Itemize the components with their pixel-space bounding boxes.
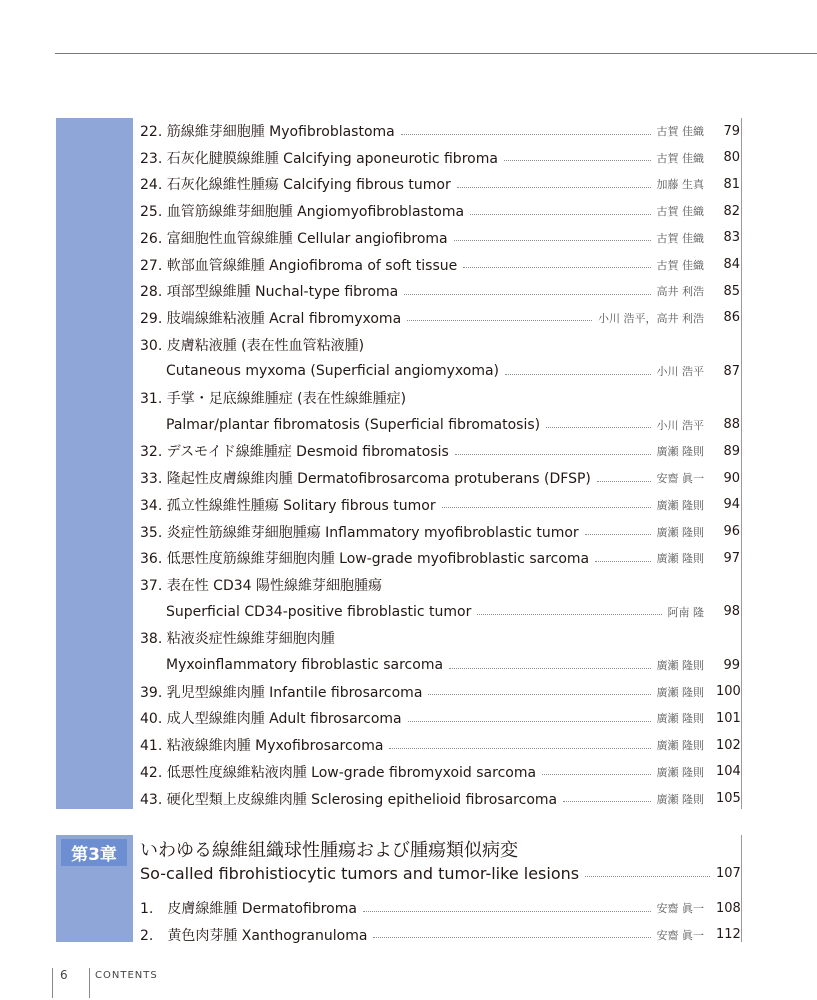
entry-page: 86 [723,310,740,326]
entry-title: 34. 孤立性線維性腫瘍 Solitary fibrous tumor [140,497,436,514]
toc-line[interactable] [140,572,740,598]
toc-line[interactable] [140,492,740,518]
toc-line[interactable] [140,332,740,358]
entry-page: 104 [716,764,741,780]
entry-author: 廣瀬 隆則 [656,525,704,539]
entry-author: 古賀 佳織 [656,231,704,245]
leader-dots [546,427,650,428]
leader-dots [595,561,650,562]
entry-author: 廣瀬 隆則 [656,445,704,459]
entry-page: 101 [716,710,741,726]
entry-title: 1. 皮膚線維腫 Dermatofibroma [140,901,357,917]
entry-page: 108 [716,900,741,916]
toc-line[interactable] [166,358,740,384]
entry-author: 廣瀬 隆則 [656,712,704,726]
chapter-subtitle-line[interactable] [140,860,740,886]
toc-line[interactable] [166,599,740,625]
leader-dots [401,134,651,135]
leader-dots [428,694,650,695]
chapter-page: 107 [716,865,741,881]
entry-page: 83 [723,230,740,246]
leader-dots [504,160,651,161]
entry-page: 82 [723,203,740,219]
entry-author: 古賀 佳織 [656,258,704,272]
entry-page: 87 [723,363,740,379]
entry-title: 38. 粘液炎症性線維芽細胞肉腫 [140,631,335,648]
entry-page: 85 [723,283,740,299]
entry-title: 43. 硬化型類上皮線維肉腫 Sclerosing epithelioid fibrosarcoma [140,791,558,808]
toc-line[interactable] [140,438,740,464]
toc-line[interactable] [166,652,740,678]
entry-page: 96 [723,524,740,539]
entry-title: 40. 成人型線維肉腫 Adult fibrosarcoma [140,711,402,728]
entry-page: 98 [723,604,740,620]
entry-title: 28. 項部型線維腫 Nuchal-type fibroma [140,284,399,301]
entry-author: 小川 浩平 [656,418,704,432]
leader-dots [408,721,651,722]
entry-title: Superficial CD34-positive fibroblastic tumor [166,603,472,620]
entry-author: 安齋 眞一 [656,902,704,915]
toc-line[interactable] [166,412,740,438]
entry-page: 112 [716,927,741,942]
entry-title: 26. 富細胞性血管線維腫 Cellular angiofibroma [140,230,448,247]
entry-page: 81 [723,176,740,192]
toc-line[interactable] [140,705,740,731]
footer-page-number: 6 [60,968,68,982]
entry-title: 2. 黄色肉芽腫 Xanthogranuloma [140,927,368,944]
leader-dots [457,187,651,188]
leader-dots [477,614,661,615]
entry-title: 35. 炎症性筋線維芽細胞腫瘍 Inflammatory myofibroblastic tumor [140,524,579,541]
right-rule [741,118,742,809]
entry-title: 25. 血管筋線維芽細胞腫 Angiomyofibroblastoma [140,204,465,221]
toc-line[interactable] [140,465,740,491]
leader-dots [373,937,650,938]
entry-title: 33. 隆起性皮膚線維肉腫 Dermatofibrosarcoma protuberans (DFSP) [140,471,591,488]
toc-line[interactable] [140,922,740,948]
entry-title: 22. 筋線維芽細胞腫 Myofibroblastoma [140,124,395,140]
entry-title: 27. 軟部血管線維腫 Angiofibroma of soft tissue [140,257,458,274]
entry-page: 84 [723,257,740,272]
toc-line[interactable] [140,278,740,304]
toc-line[interactable] [140,895,740,921]
entry-page: 100 [716,684,741,700]
toc-line[interactable] [140,759,740,785]
entry-title: 37. 表在性 CD34 陽性線維芽細胞腫瘍 [140,577,382,594]
entry-author: 安齋 眞一 [656,472,704,486]
entry-author: 廣瀬 隆則 [656,765,704,779]
leader-dots [542,774,650,775]
entry-author: 小川 浩平，高井 利浩 [598,311,704,325]
entry-title: 24. 石灰化線維性腫瘍 Calcifying fibrous tumor [140,177,451,194]
entry-author: 廣瀬 隆則 [656,552,704,566]
top-rule [55,53,817,54]
chapter-title[interactable]: いわゆる線維組織球性腫瘍および腫瘍類似病変 [140,840,518,861]
entry-title: 32. デスモイド線維腫症 Desmoid fibromatosis [140,444,449,461]
entry-title: 39. 乳児型線維肉腫 Infantile fibrosarcoma [140,684,423,701]
entry-title: 41. 粘液線維肉腫 Myxofibrosarcoma [140,738,384,755]
chapter-right-rule [741,835,742,942]
entry-title: 23. 石灰化腱膜線維腫 Calcifying aponeurotic fibroma [140,150,498,167]
entry-page: 88 [723,417,740,433]
footer-rule-mid [89,968,90,998]
entry-author: 古賀 佳織 [656,125,704,138]
entry-title: Myxoinflammatory fibroblastic sarcoma [166,657,444,673]
leader-dots [597,481,651,482]
leader-dots [585,876,710,877]
chapter-tag[interactable]: 第3章 [61,839,127,866]
toc-line[interactable] [140,545,740,571]
entry-author: 阿南 隆 [667,605,704,619]
toc-line[interactable] [140,171,740,197]
entry-page: 105 [716,791,741,806]
entry-author: 古賀 佳織 [656,151,704,165]
toc-line[interactable] [140,625,740,651]
entry-page: 97 [723,550,740,566]
leader-dots [404,294,650,295]
entry-author: 廣瀬 隆則 [656,739,704,753]
leader-dots [585,534,651,535]
toc-line[interactable] [140,252,740,278]
leader-dots [454,240,651,241]
footer-rule-left [52,968,53,998]
entry-author: 廣瀬 隆則 [656,792,704,806]
entry-page: 94 [723,497,740,513]
leader-dots [407,320,592,321]
entry-page: 89 [723,443,740,459]
entry-author: 古賀 佳織 [656,205,704,219]
toc-line[interactable] [140,225,740,251]
entry-page: 79 [723,123,740,139]
entry-author: 高井 利浩 [656,285,704,299]
entry-author: 廣瀬 隆則 [656,659,704,672]
toc-line[interactable] [140,679,740,705]
entry-title: 29. 肢端線維粘液腫 Acral fibromyxoma [140,310,402,327]
leader-dots [389,748,650,749]
entry-author: 廣瀬 隆則 [656,685,704,699]
entry-title: 36. 低悪性度筋線維芽細胞肉腫 Low-grade myofibroblastic sarcoma [140,551,590,568]
toc-line[interactable] [140,145,740,171]
toc-line[interactable] [140,786,740,812]
entry-title: 42. 低悪性度線維粘液肉腫 Low-grade fibromyxoid sarcoma [140,764,537,781]
leader-dots [449,668,650,669]
leader-dots [442,507,651,508]
entry-page: 90 [723,470,740,486]
entry-page: 80 [723,150,740,166]
leader-dots [505,374,650,375]
toc-line[interactable] [140,519,740,545]
toc-line[interactable] [140,305,740,331]
toc-line[interactable] [140,198,740,224]
toc-line[interactable] [140,118,740,144]
entry-author: 安齋 眞一 [656,928,704,942]
chapter-subtitle: So-called fibrohistiocytic tumors and tumor-like lesions [140,863,580,883]
entry-title: Cutaneous myxoma (Superficial angiomyxoma) [166,363,500,380]
entry-page: 99 [723,657,740,673]
leader-dots [363,911,651,912]
toc-line[interactable] [140,385,740,411]
entry-author: 小川 浩平 [656,365,704,379]
section-sidebar-band [56,118,133,809]
entry-title: Palmar/plantar fibromatosis (Superficial fibromatosis) [166,416,541,433]
leader-dots [563,801,650,802]
entry-page: 102 [716,737,741,753]
entry-title: 30. 皮膚粘液腫 (表在性血管粘液腫) [140,337,365,354]
leader-dots [470,214,650,215]
leader-dots [463,267,650,268]
leader-dots [455,454,651,455]
toc-line[interactable] [140,732,740,758]
entry-author: 加藤 生真 [656,178,704,192]
entry-title: 31. 手掌・足底線維腫症 (表在性線維腫症) [140,391,407,407]
entry-author: 廣瀬 隆則 [656,498,704,512]
footer-section: CONTENTS [95,970,158,981]
